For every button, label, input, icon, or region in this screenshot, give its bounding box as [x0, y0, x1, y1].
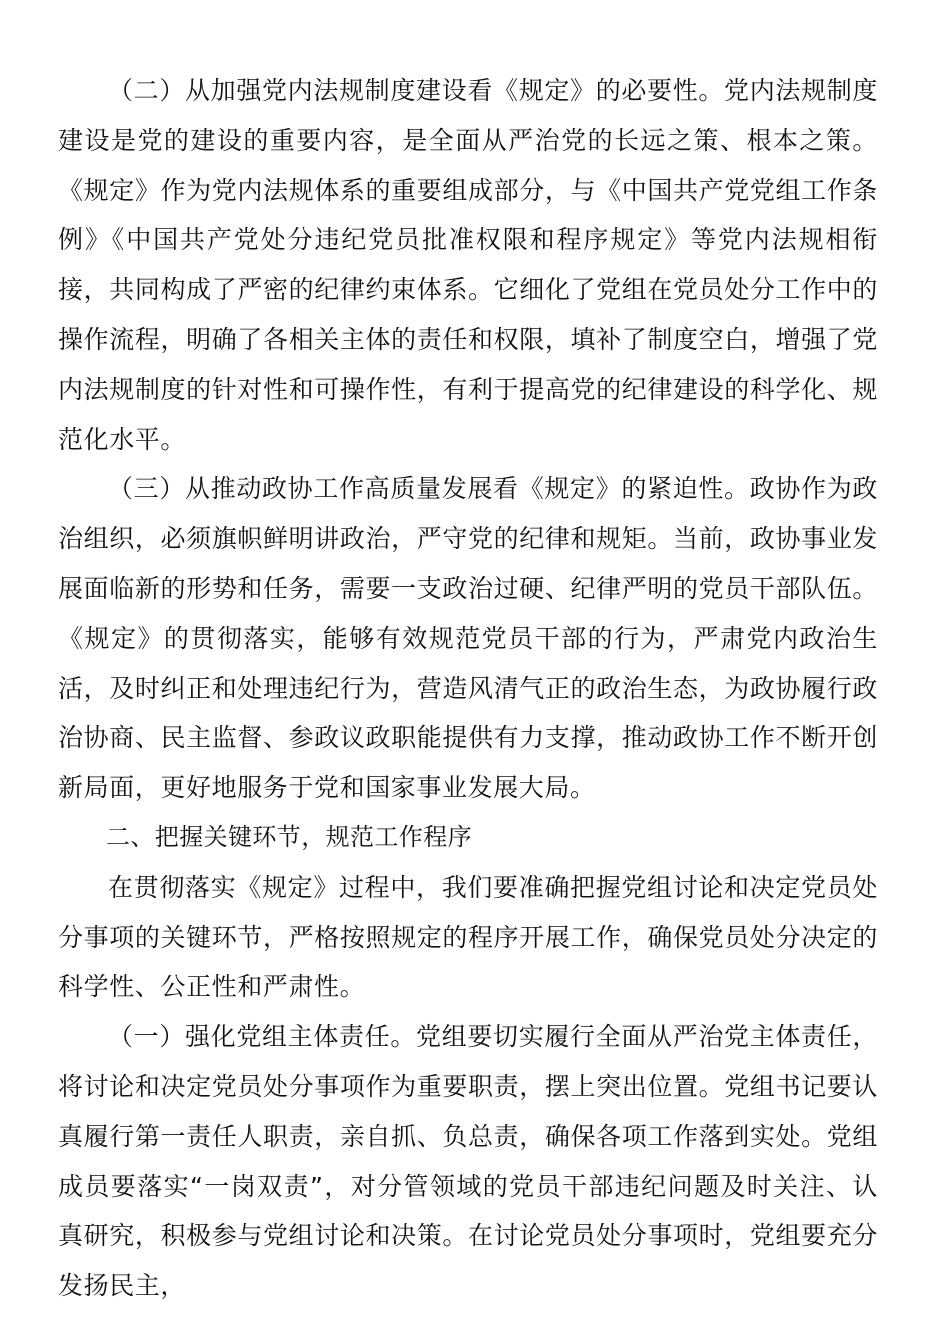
paragraph-necessity: （二）从加强党内法规制度建设看《规定》的必要性。党内法规制度建设是党的建设的重要内容，是全面从严治党的长远之策、根本之策。《规定》作为党内法规体系的重要组成部分，与《中国共产党党组工作条例》《中国共产党处分违纪党员批准权限和程序规定》等党内法规相衔接，共同构成了严密的纪律约束体系。它细化了党组在党员处分工作中的操作流程，明确了各相关主体的责任和权限，填补了制度空白，增强了党内法规制度的针对性和可操作性，有利于提高党的纪律建设的科学化、规范化水平。: [58, 76, 878, 454]
paragraph-party-group-responsibility: （一）强化党组主体责任。党组要切实履行全面从严治党主体责任，将讨论和决定党员处分事项作为重要职责，摆上突出位置。党组书记要认真履行第一责任人职责，亲自抓、负总责，确保各项工作落到实处。党组成员要落实“一岗双责”，对分管领域的党员干部违纪问题及时关注、认真研究，积极参与党组讨论和决策。在讨论党员处分事项时，党组要充分发扬民主，: [58, 1022, 878, 1301]
paragraph-section-intro: 在贯彻落实《规定》过程中，我们要准确把握党组讨论和决定党员处分事项的关键环节，严格按照规定的程序开展工作，确保党员处分决定的科学性、公正性和严肃性。: [58, 872, 878, 1002]
section-heading: 二、把握关键环节，规范工作程序: [106, 822, 472, 851]
document-page: [58, 66, 878, 1311]
paragraph-urgency: （三）从推动政协工作高质量发展看《规定》的紧迫性。政协作为政治组织，必须旗帜鲜明讲政治，严守党的纪律和规矩。当前，政协事业发展面临新的形势和任务，需要一支政治过硬、纪律严明的党员干部队伍。《规定》的贯彻落实，能够有效规范党员干部的行为，严肃党内政治生活，及时纠正和处理违纪行为，营造风清气正的政治生态，为政协履行政治协商、民主监督、参政议政职能提供有力支撑，推动政协工作不断开创新局面，更好地服务于党和国家事业发展大局。: [58, 474, 878, 803]
